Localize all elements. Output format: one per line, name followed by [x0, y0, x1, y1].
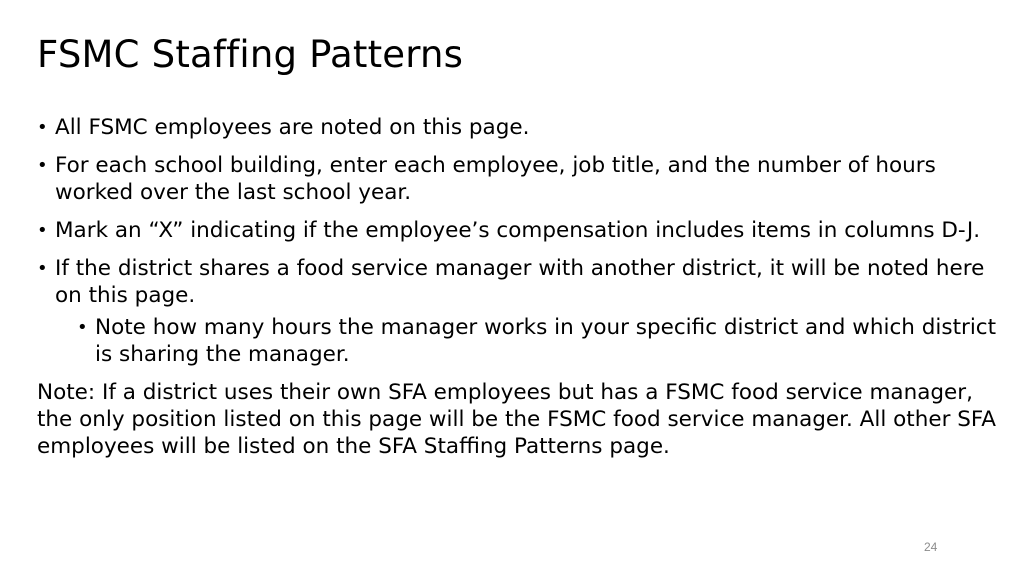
bullet-item — [37, 255, 997, 309]
bullet-item — [37, 217, 997, 244]
bullet-marker: • — [37, 258, 48, 279]
sub-bullet-marker: • — [77, 317, 88, 338]
bullet-marker: • — [37, 117, 48, 138]
slide-title: FSMC Staffing Patterns — [37, 33, 464, 76]
bullet-marker: • — [37, 220, 48, 241]
bullet-text: All FSMC employees are noted on this page. — [55, 115, 530, 140]
bullet-text: If the district shares a food service manager with another district, it will be noted here on this page. — [55, 256, 985, 308]
bullet-marker: • — [37, 155, 48, 176]
note-paragraph: Note: If a district uses their own SFA employees but has a FSMC food service manager, the only position listed on this page will be the FSMC food service manager. All other SFA employees will be listed on the SFA Staffing Patterns page. — [37, 380, 997, 459]
sub-bullet-text: Note how many hours the manager works in your specific district and which district is sharing the manager. — [95, 315, 997, 367]
slide-content — [37, 114, 997, 460]
bullet-item — [37, 114, 997, 141]
page-number: 24 — [924, 540, 938, 554]
sub-bullet-item — [37, 314, 997, 368]
bullet-item — [37, 152, 997, 206]
bullet-text: Mark an “X” indicating if the employee’s compensation includes items in columns D-J. — [55, 218, 981, 243]
bullet-text: For each school building, enter each employee, job title, and the number of hours worked over the last school year. — [55, 153, 936, 205]
